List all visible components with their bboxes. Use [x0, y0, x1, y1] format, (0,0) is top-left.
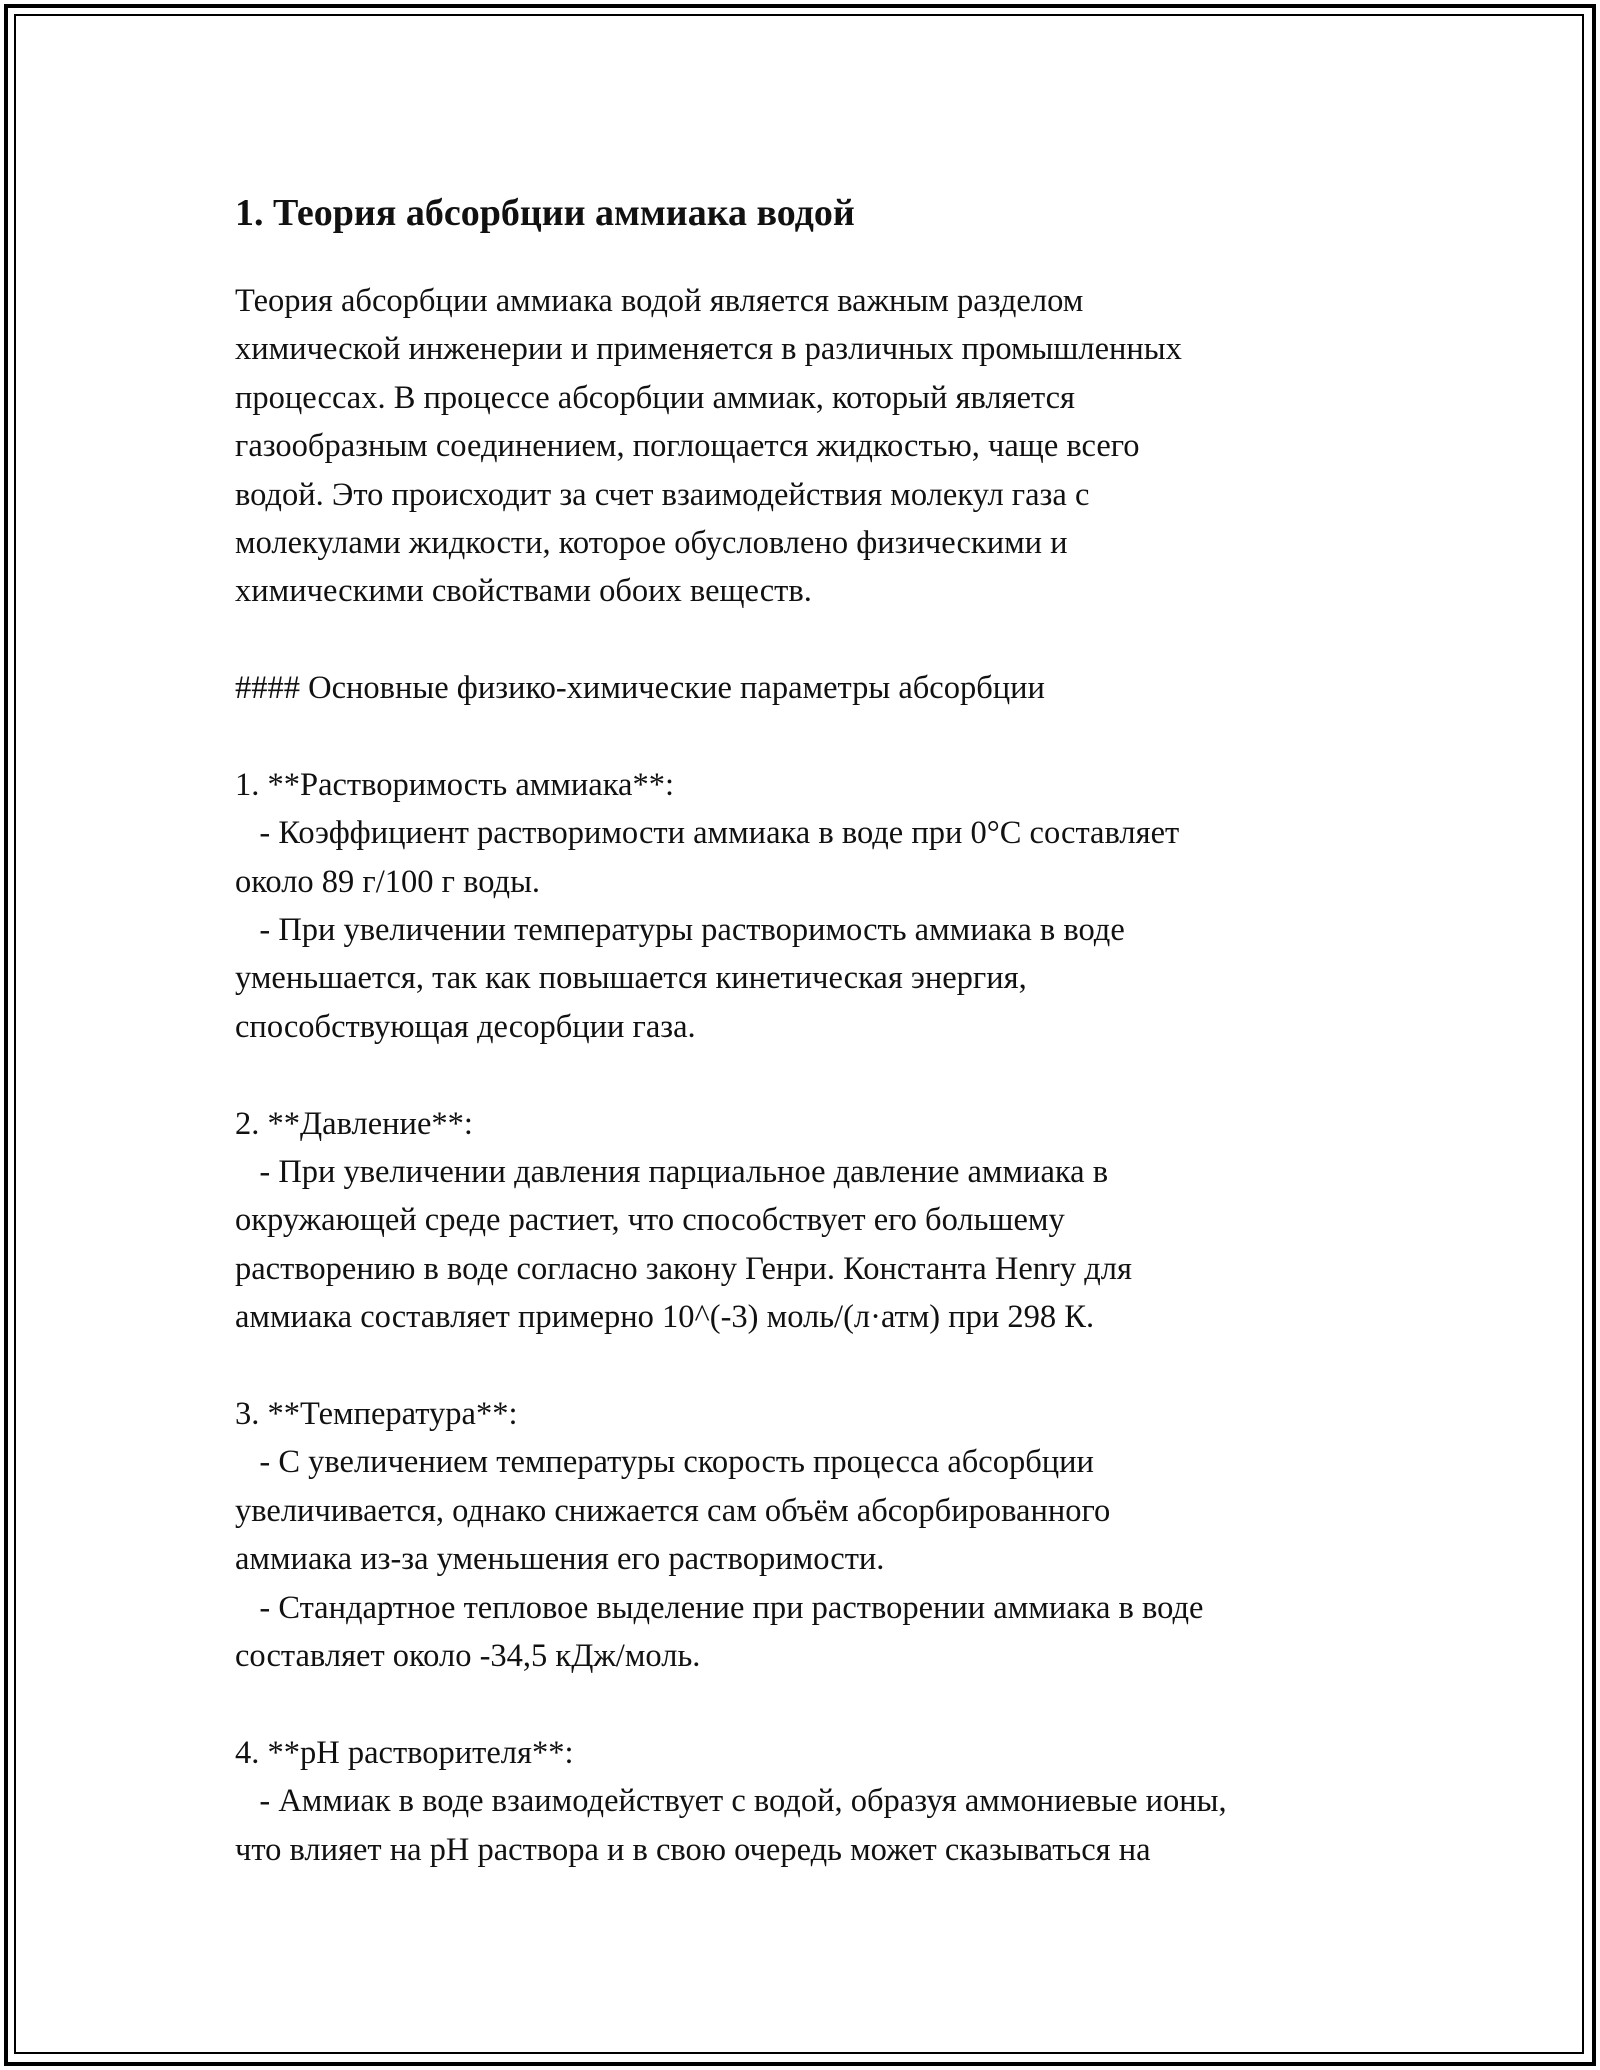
text-line: газообразным соединением, поглощается жидкостью, чаще всего — [235, 428, 1140, 465]
text-line: аммиака из-за уменьшения его растворимости. — [235, 1541, 885, 1578]
text-line: 4. **pH растворителя**: — [235, 1734, 574, 1771]
text-line: уменьшается, так как повышается кинетическая энергия, — [235, 960, 1027, 997]
document-body — [235, 185, 1385, 1874]
section-heading: 1. Теория абсорбции аммиака водой — [235, 192, 855, 234]
text-line: составляет около -34,5 кДж/моль. — [235, 1637, 701, 1674]
text-line: химической инженерии и применяется в различных промышленных — [235, 331, 1182, 368]
text-line: растворению в воде согласно закону Генри. Константа Henry для — [235, 1250, 1132, 1287]
text-line: процессах. В процессе абсорбции аммиак, который является — [235, 379, 1075, 416]
blank-line — [235, 1680, 1385, 1728]
text-line: способствующая десорбции газа. — [235, 1008, 696, 1045]
text-line: Теория абсорбции аммиака водой является важным разделом — [235, 283, 1084, 319]
text-line: водой. Это происходит за счет взаимодействия молекул газа с — [235, 476, 1090, 513]
text-line: окружающей среде растиет, что способствует его большему — [235, 1202, 1065, 1239]
text-line: 1. **Растворимость аммиака**: — [235, 766, 674, 803]
text-line: - Стандартное тепловое выделение при растворении аммиака в воде — [235, 1589, 1204, 1626]
text-line: 2. **Давление**: — [235, 1105, 473, 1142]
text-line: увеличивается, однако снижается сам объём абсорбированного — [235, 1492, 1111, 1529]
text-line: молекулами жидкости, которое обусловлено физическими и — [235, 524, 1068, 561]
text-line: #### Основные физико-химические параметры абсорбции — [235, 670, 1045, 707]
text-line: - Коэффициент растворимости аммиака в воде при 0°С составляет — [235, 815, 1180, 852]
text-line: аммиака составляет примерно 10^(-3) моль/(л·атм) при 298 К. — [235, 1299, 1095, 1336]
blank-line — [235, 616, 1385, 664]
document-text — [235, 277, 1385, 1874]
text-line: химическими свойствами обоих веществ. — [235, 573, 812, 610]
text-line: что влияет на pH раствора и в свою очередь может сказываться на — [235, 1831, 1151, 1868]
blank-line — [235, 713, 1385, 761]
text-line: - С увеличением температуры скорость процесса абсорбции — [235, 1444, 1094, 1481]
text-line: - Аммиак в воде взаимодействует с водой, образуя аммониевые ионы, — [235, 1783, 1227, 1820]
blank-line — [235, 1342, 1385, 1390]
text-line: около 89 г/100 г воды. — [235, 863, 541, 900]
text-line: - При увеличении давления парциальное давление аммиака в — [235, 1154, 1109, 1191]
text-line: 3. **Температура**: — [235, 1395, 518, 1432]
text-line: - При увеличении температуры растворимость аммиака в воде — [235, 912, 1125, 949]
blank-line — [235, 1051, 1385, 1099]
